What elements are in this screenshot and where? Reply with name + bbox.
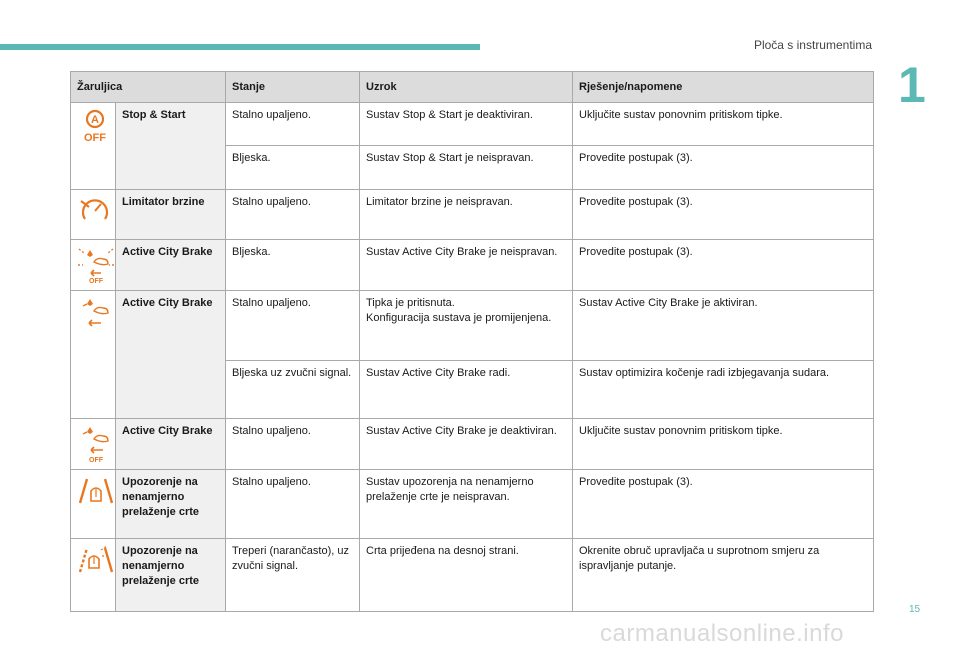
solution-cell: Provedite postupak (3). (573, 470, 874, 539)
icon-cell (71, 190, 116, 240)
watermark-text: carmanualsonline.info (600, 620, 844, 647)
light-name: Active City Brake (116, 419, 226, 470)
cause-cell: Crta prijeđena na desnoj strani. (360, 539, 573, 612)
page-header-title: Ploča s instrumentima (753, 38, 872, 52)
page-number: 15 (909, 604, 921, 615)
state-cell: Treperi (narančasto), uz zvučni signal. (226, 539, 360, 612)
state-cell: Stalno upaljeno. (226, 190, 360, 240)
warning-lights-table (70, 71, 874, 612)
cause-cell: Sustav upozorenja na nenamjerno prelaženje crte je neispravan. (360, 470, 573, 539)
state-cell: Stalno upaljeno. (226, 470, 360, 539)
header-cell-solution: Rješenje/napomene (573, 72, 874, 103)
header-cell-light: Žaruljica (71, 72, 226, 103)
solution-cell: Okrenite obruč upravljača u suprotnom smjeru za ispravljanje putanje. (573, 539, 874, 612)
light-name: Upozorenje na nenamjerno prelaženje crte (116, 539, 226, 612)
header-cell-cause: Uzrok (360, 72, 573, 103)
cause-cell: Sustav Stop & Start je deaktiviran. (360, 103, 573, 146)
icon-cell (71, 419, 116, 470)
light-name: Active City Brake (116, 240, 226, 291)
solution-cell: Sustav optimizira kočenje radi izbjegavanja sudara. (573, 361, 874, 419)
solution-cell: Provedite postupak (3). (573, 240, 874, 291)
icon-cell (71, 470, 116, 539)
table-row (71, 470, 874, 539)
table-row (71, 539, 874, 612)
state-cell: Bljeska. (226, 146, 360, 190)
icon-cell (71, 240, 116, 291)
cause-cell: Sustav Active City Brake je deaktiviran. (360, 419, 573, 470)
state-cell: Bljeska uz zvučni signal. (226, 361, 360, 419)
solution-cell: Provedite postupak (3). (573, 146, 874, 190)
light-name: Active City Brake (116, 291, 226, 419)
solution-cell: Uključite sustav ponovnim pritiskom tipke. (573, 103, 874, 146)
chapter-number: 1 (898, 57, 926, 113)
table-header-row (71, 72, 874, 103)
stop-start-off-icon (77, 108, 113, 144)
active-city-brake-icon (77, 296, 115, 328)
table-row (71, 103, 874, 146)
light-name: Stop & Start (116, 103, 226, 190)
table-row (71, 419, 874, 470)
icon-cell (71, 539, 116, 612)
cause-cell: Sustav Active City Brake radi. (360, 361, 573, 419)
table-row (71, 190, 874, 240)
cause-cell: Sustav Active City Brake je neispravan. (360, 240, 573, 291)
light-name: Upozorenje na nenamjerno prelaženje crte (116, 470, 226, 539)
lane-departure-flashing-icon (77, 544, 115, 576)
svg-text:OFF: OFF (89, 278, 103, 285)
header-cell-state: Stanje (226, 72, 360, 103)
solution-cell: Uključite sustav ponovnim pritiskom tipke. (573, 419, 874, 470)
icon-cell (71, 291, 116, 419)
cause-cell: Limitator brzine je neispravan. (360, 190, 573, 240)
state-cell: Stalno upaljeno. (226, 419, 360, 470)
cause-cell: Sustav Stop & Start je neispravan. (360, 146, 573, 190)
cause-cell: Tipka je pritisnuta. Konfiguracija sustava je promijenjena. (360, 291, 573, 361)
light-name: Limitator brzine (116, 190, 226, 240)
table-row (71, 240, 874, 291)
active-city-brake-flashing-off-icon (77, 245, 115, 285)
state-cell: Stalno upaljeno. (226, 291, 360, 361)
svg-text:OFF: OFF (89, 457, 103, 464)
icon-cell (71, 103, 116, 190)
lane-departure-warning-icon (77, 475, 115, 507)
solution-cell: Sustav Active City Brake je aktiviran. (573, 291, 874, 361)
top-accent-bar (0, 44, 480, 50)
table-row (71, 291, 874, 361)
solution-cell: Provedite postupak (3). (573, 190, 874, 240)
speed-limiter-icon (77, 195, 113, 225)
svg-text:OFF: OFF (84, 132, 106, 144)
svg-text:A: A (91, 114, 99, 126)
active-city-brake-off-icon (77, 424, 115, 464)
state-cell: Bljeska. (226, 240, 360, 291)
state-cell: Stalno upaljeno. (226, 103, 360, 146)
